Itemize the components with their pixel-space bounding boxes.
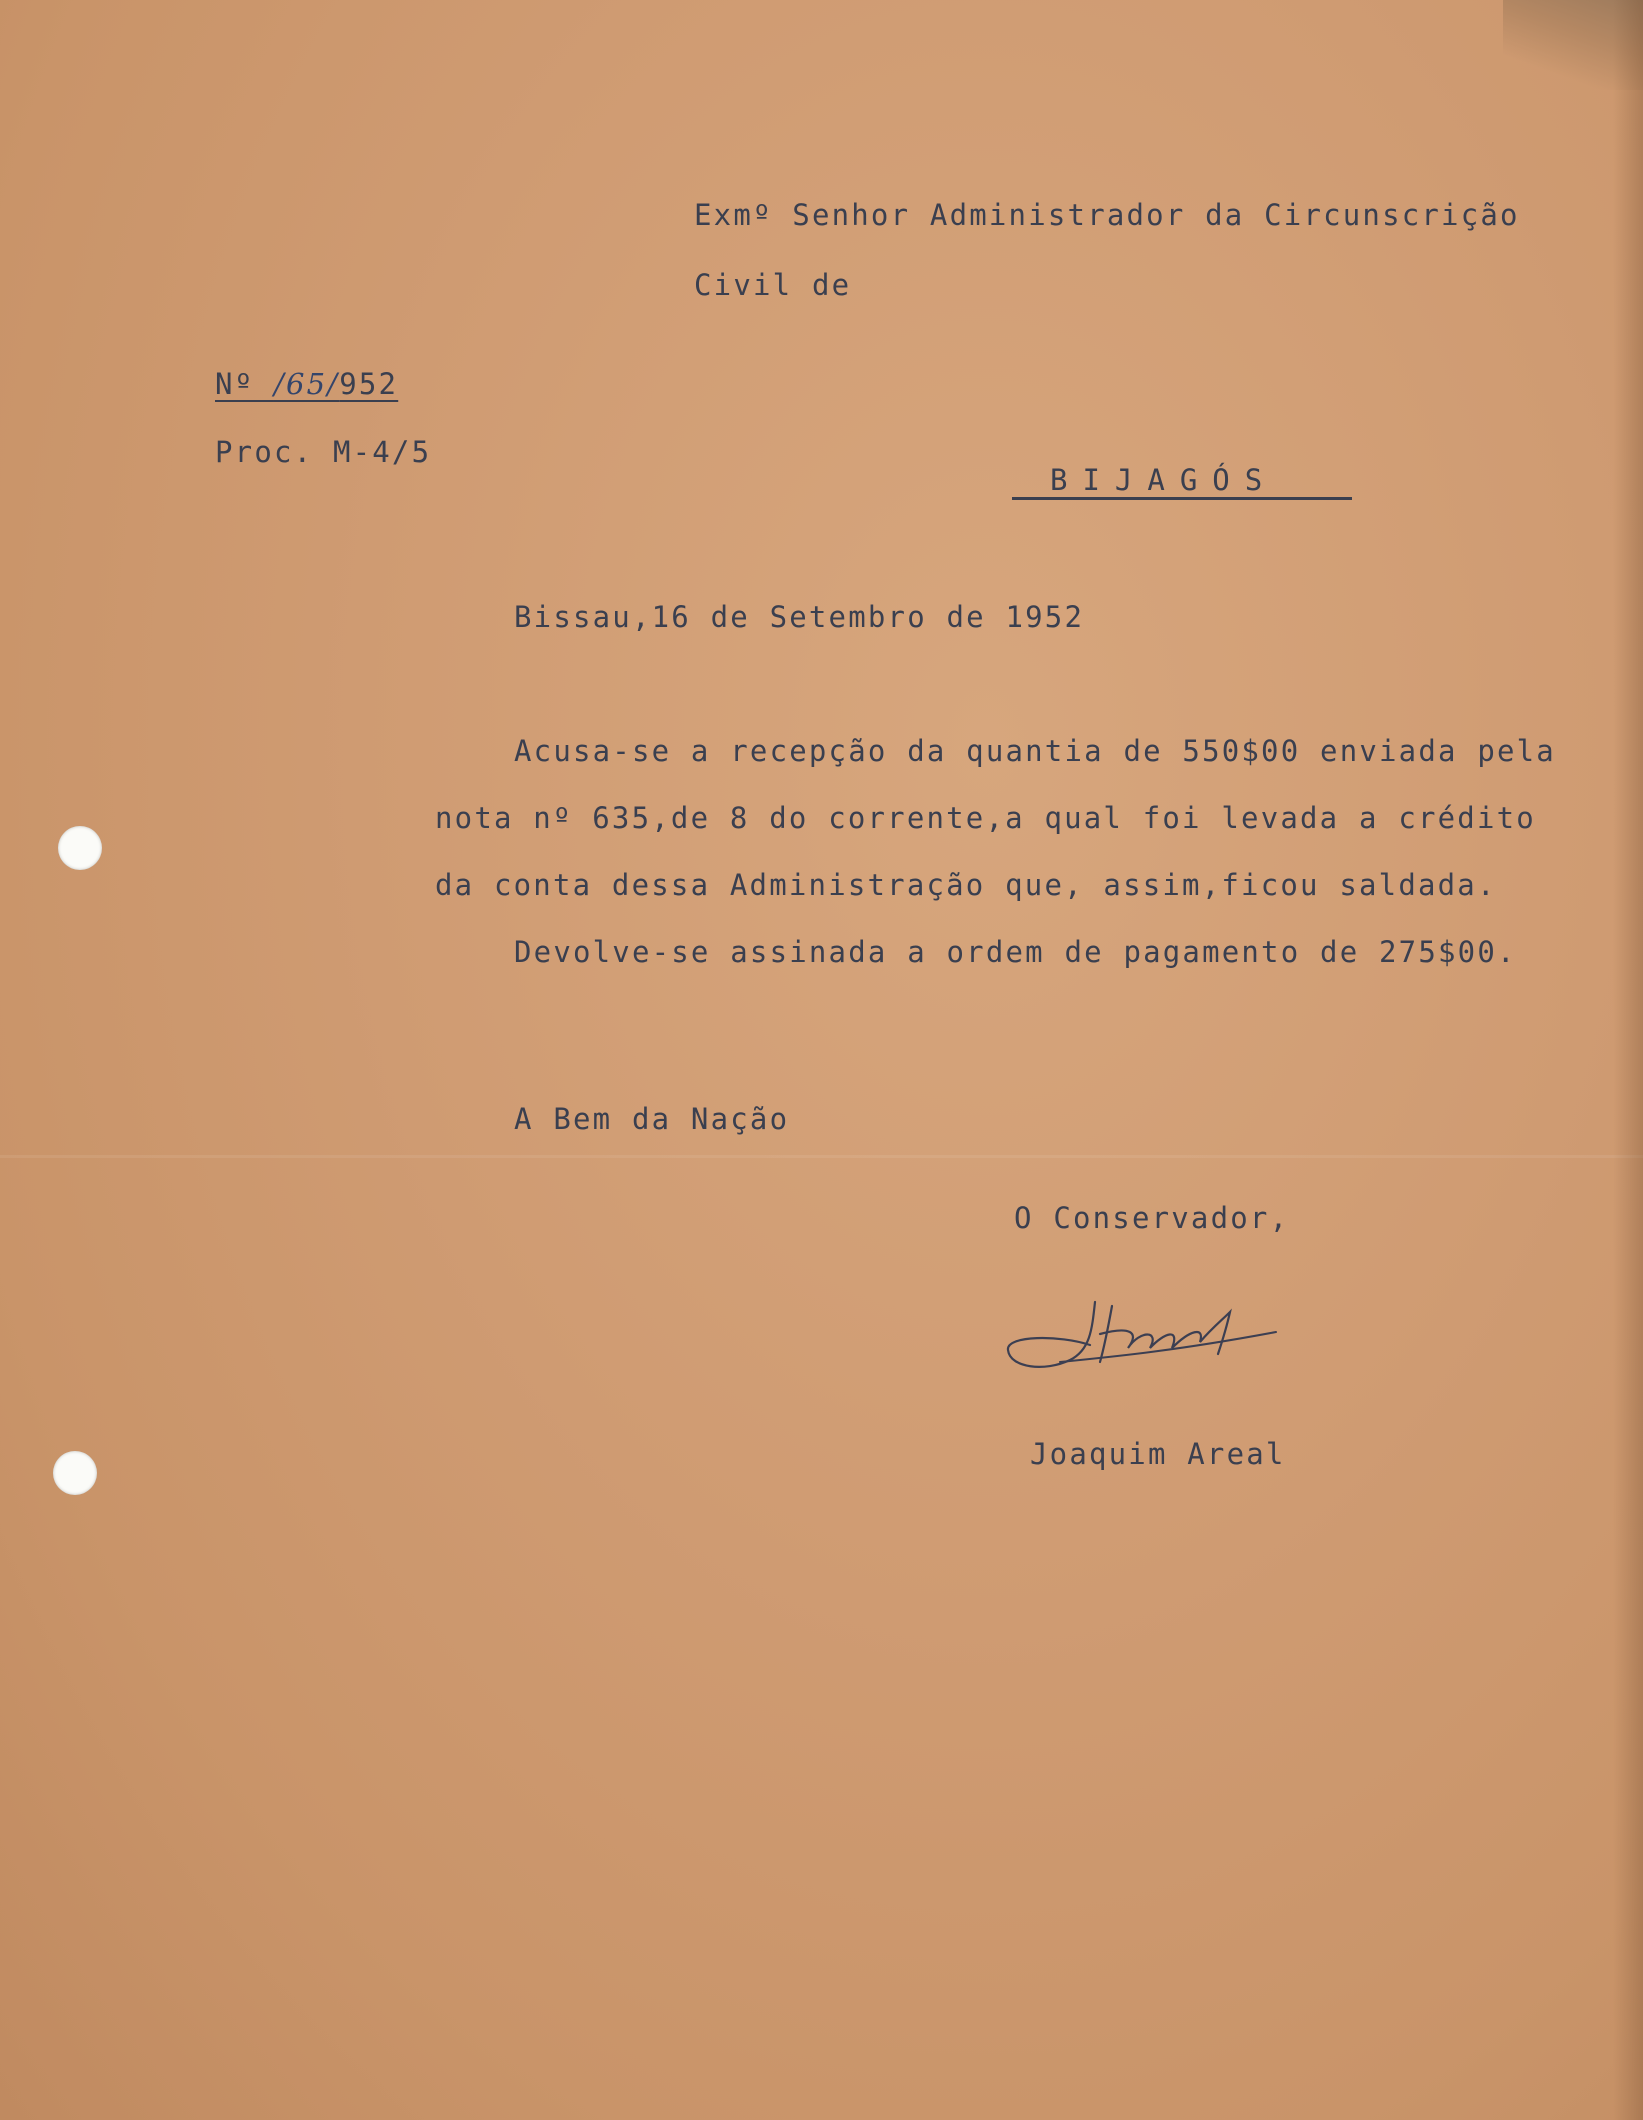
body-line-4: Devolve-se assinada a ordem de pagamento de 275$00. xyxy=(514,935,1517,969)
addressee-line-2: Civil de xyxy=(694,268,852,302)
process-reference: Proc. M-4/5 xyxy=(215,435,432,469)
punch-hole-top xyxy=(58,826,102,870)
reference-year: 952 xyxy=(339,367,399,401)
body-line-2: nota nº 635,de 8 do corrente,a qual foi levada a crédito xyxy=(435,801,1536,835)
body-line-1: Acusa-se a recepção da quantia de 550$00 enviada pela xyxy=(514,734,1556,768)
addressee-line-1: Exmº Senhor Administrador da Circunscrição xyxy=(694,198,1520,232)
signatory-title: O Conservador, xyxy=(1014,1201,1290,1235)
reference-prefix: Nº xyxy=(215,367,274,401)
closing: A Bem da Nação xyxy=(514,1102,790,1136)
body-line-3: da conta dessa Administração que, assim,ficou saldada. xyxy=(435,868,1497,902)
destination-underline xyxy=(1012,497,1352,500)
place-date: Bissau,16 de Setembro de 1952 xyxy=(514,600,1085,634)
reference-handwritten-number: /65/ xyxy=(273,367,340,401)
punch-hole-bottom xyxy=(53,1451,97,1495)
signature xyxy=(1000,1290,1300,1400)
reference-number xyxy=(215,367,399,401)
paper-fold xyxy=(0,1155,1643,1158)
edge-shadow xyxy=(1613,0,1643,2120)
destination: BIJAGÓS xyxy=(1050,463,1278,497)
signatory-name: Joaquim Areal xyxy=(1030,1437,1286,1471)
